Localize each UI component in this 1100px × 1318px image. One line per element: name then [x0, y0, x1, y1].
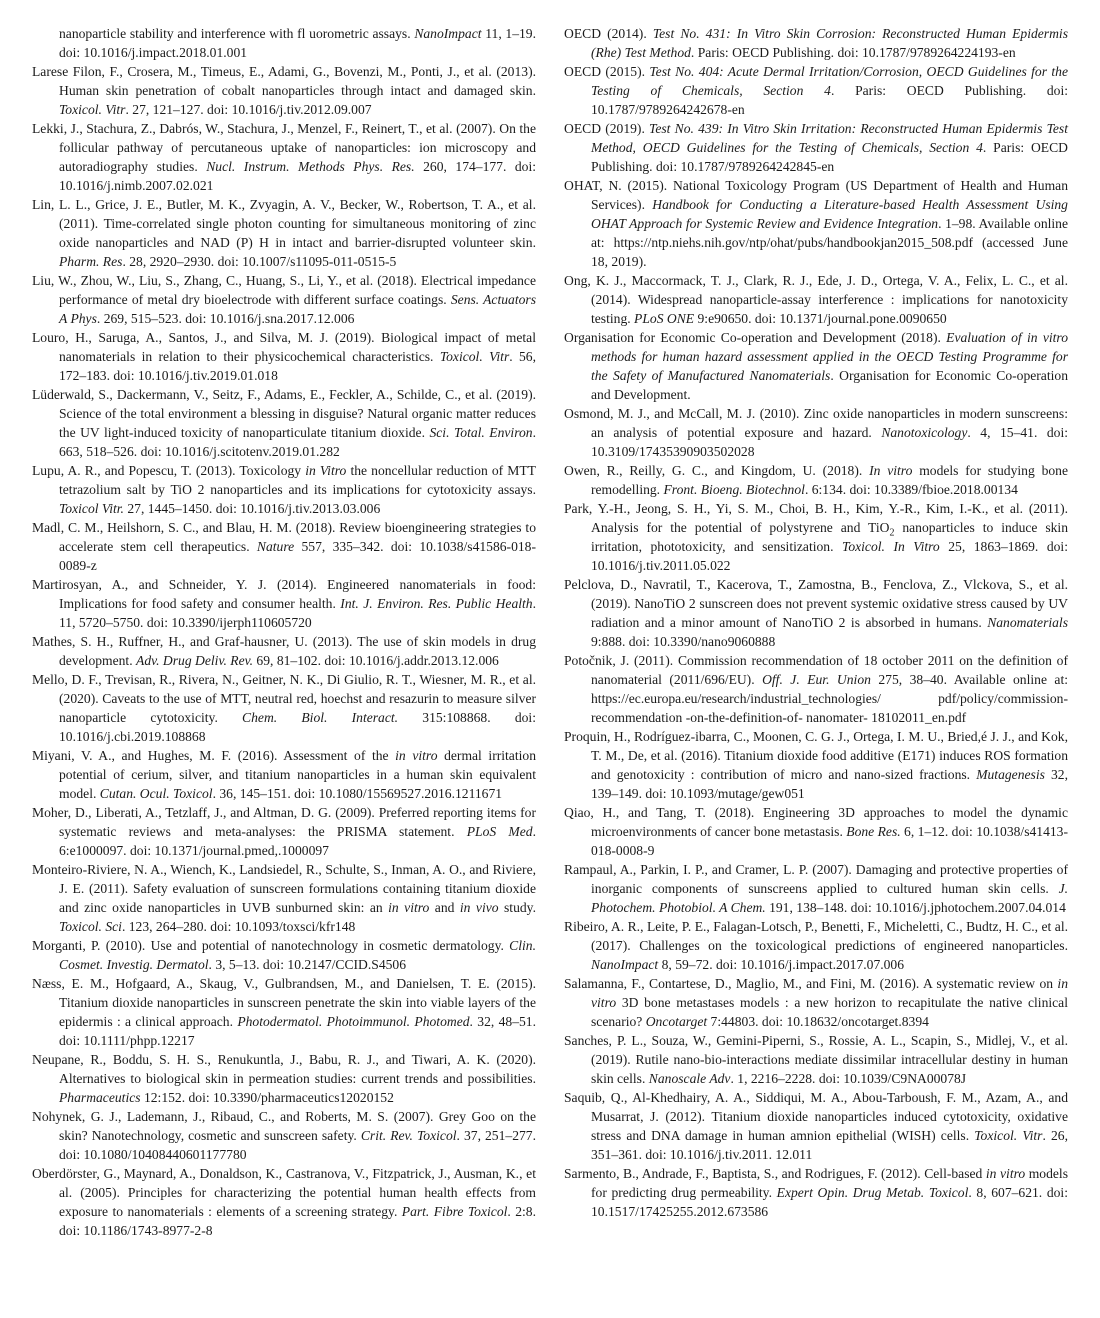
- reference-entry: Morganti, P. (2010). Use and potential of nanotechnology in cosmetic dermatology. Clin. Cosmet. Investig. Dermatol. 3, 5–13. doi: 10.2147/CCID.S4506: [32, 938, 536, 972]
- reference-entry: Lekki, J., Stachura, Z., Dabrós, W., Stachura, J., Menzel, F., Reinert, T., et al. (2007). On the follicular pathway of percutaneous uptake of nanoparticles: ion microscopy and autoradiography studies. Nucl. Instrum. Methods Phys. Res. 260, 174–177. doi: 10.1016/j.nimb.2007.02.021: [32, 121, 537, 193]
- reference-entry: nanoparticle stability and interference with fl uorometric assays. NanoImpact 11, 1–19. doi: 10.1016/j.impact.2018.01.001: [59, 26, 536, 60]
- reference-entry: Ong, K. J., Maccormack, T. J., Clark, R. J., Ede, J. D., Ortega, V. A., Felix, L. C., et al. (2014). Widespread nanoparticle-assay interference : implications for nanotoxicity testing. PLoS ONE 9:e90650. doi: 10.1371/journal.pone.0090650: [564, 273, 1068, 326]
- reference-entry: Pelclova, D., Navratil, T., Kacerova, T., Zamostna, B., Fenclova, Z., Vlckova, S., et al. (2019). NanoTiO 2 sunscreen does not prevent systemic oxidative stress caused by UV radiation and a minor amount of NanoTiO 2 is absorbed in humans. Nanomaterials 9:888. doi: 10.3390/nano9060888: [564, 577, 1068, 649]
- reference-entry: Næss, E. M., Hofgaard, A., Skaug, V., Gulbrandsen, M., and Danielsen, T. E. (2015). Titanium dioxide nanoparticles in sunscreen penetrate the skin into viable layers of the epidermis : a clinical approach. Photodermatol. Photoimmunol. Photomed. 32, 48–51. doi: 10.1111/phpp.12217: [32, 976, 536, 1048]
- reference-entry: OECD (2015). Test No. 404: Acute Dermal Irritation/Corrosion, OECD Guidelines for the Testing of Chemicals, Section 4. Paris: OECD Publishing. doi: 10.1787/9789264242678-en: [564, 64, 1068, 117]
- reference-entry: Salamanna, F., Contartese, D., Maglio, M., and Fini, M. (2016). A systematic review on in vitro 3D bone metastases models : a new horizon to recapitulate the native clinical scenario? Oncotarget 7:44803. doi: 10.18632/oncotarget.8394: [564, 976, 1068, 1029]
- reference-entry: Martirosyan, A., and Schneider, Y. J. (2014). Engineered nanomaterials in food: Implications for food safety and consumer health. Int. J. Environ. Res. Public Health. 11, 5720–5750. doi: 10.3390/ijerph110605720: [32, 577, 536, 630]
- reference-entry: OECD (2014). Test No. 431: In Vitro Skin Corrosion: Reconstructed Human Epidermis (Rhe) Test Method. Paris: OECD Publishing. doi: 10.1787/9789264224193-en: [564, 26, 1068, 60]
- references-column-left: [32, 24, 536, 1240]
- reference-entry: Osmond, M. J., and McCall, M. J. (2010). Zinc oxide nanoparticles in modern sunscreens: an analysis of potential exposure and hazard. Nanotoxicology. 4, 15–41. doi: 10.3109/17435390903502028: [564, 406, 1069, 459]
- reference-entry: OHAT, N. (2015). National Toxicology Program (US Department of Health and Human Services). Handbook for Conducting a Literature-based Health Assessment Using OHAT Approach for Systemic Review and Evidence Integration. 1–98. Available online at: https://ntp.niehs.nih.gov/ntp/ohat/pubs/handbookjan2015_508.pdf (accessed June 18, 2019).: [564, 178, 1068, 269]
- reference-entry: Nohynek, G. J., Lademann, J., Ribaud, C., and Roberts, M. S. (2007). Grey Goo on the skin? Nanotechnology, cosmetic and sunscreen safety. Crit. Rev. Toxicol. 37, 251–277. doi: 10.1080/10408440601177780: [32, 1109, 536, 1162]
- reference-entry: Oberdörster, G., Maynard, A., Donaldson, K., Castranova, V., Fitzpatrick, J., Ausman, K., et al. (2005). Principles for characterizing the potential human health effects from exposure to nanomaterials : elements of a screening strategy. Part. Fibre Toxicol. 2:8. doi: 10.1186/1743-8977-2-8: [32, 1166, 536, 1238]
- reference-entry: OECD (2019). Test No. 439: In Vitro Skin Irritation: Reconstructed Human Epidermis Test Method, OECD Guidelines for the Testing of Chemicals, Section 4. Paris: OECD Publishing. doi: 10.1787/9789264242845-en: [564, 121, 1068, 174]
- reference-entry: Qiao, H., and Tang, T. (2018). Engineering 3D approaches to model the dynamic microenvironments of cancer bone metastasis. Bone Res. 6, 1–12. doi: 10.1038/s41413-018-0008-9: [564, 805, 1068, 858]
- reference-entry: Mathes, S. H., Ruffner, H., and Graf-hausner, U. (2013). The use of skin models in drug development. Adv. Drug Deliv. Rev. 69, 81–102. doi: 10.1016/j.addr.2013.12.006: [32, 634, 536, 668]
- references-column-right: [564, 24, 1068, 1240]
- reference-entry: Larese Filon, F., Crosera, M., Timeus, E., Adami, G., Bovenzi, M., Ponti, J., et al. (2013). Human skin penetration of cobalt nanoparticles through intact and damaged skin. Toxicol. Vitr. 27, 121–127. doi: 10.1016/j.tiv.2012.09.007: [32, 64, 536, 117]
- reference-entry: Moher, D., Liberati, A., Tetzlaff, J., and Altman, D. G. (2009). Preferred reporting items for systematic reviews and meta-analyses: the PRISMA statement. PLoS Med. 6:e1000097. doi: 10.1371/journal.pmed,.1000097: [32, 805, 536, 858]
- reference-entry: Louro, H., Saruga, A., Santos, J., and Silva, M. J. (2019). Biological impact of metal nanomaterials in relation to their physicochemical characteristics. Toxicol. Vitr. 56, 172–183. doi: 10.1016/j.tiv.2019.01.018: [32, 330, 536, 383]
- two-column-layout: [32, 24, 1068, 1240]
- reference-entry: Monteiro-Riviere, N. A., Wiench, K., Landsiedel, R., Schulte, S., Inman, A. O., and Riviere, J. E. (2011). Safety evaluation of sunscreen formulations containing titanium dioxide and zinc oxide nanoparticles in UVB sunburned skin: an in vitro and in vivo study. Toxicol. Sci. 123, 264–280. doi: 10.1093/toxsci/kfr148: [32, 862, 536, 934]
- reference-entry: Organisation for Economic Co-operation and Development (2018). Evaluation of in vitro methods for human hazard assessment applied in the OECD Testing Programme for the Safety of Manufactured Nanomaterials. Organisation for Economic Co-operation and Development.: [564, 330, 1068, 402]
- reference-entry: Sanches, P. L., Souza, W., Gemini-Piperni, S., Rossie, A. L., Scapin, S., Midlej, V., et al. (2019). Rutile nano-bio-interactions mediate dissimilar intracellular destiny in human skin cells. Nanoscale Adv. 1, 2216–2228. doi: 10.1039/C9NA00078J: [564, 1033, 1068, 1086]
- reference-entry: Sarmento, B., Andrade, F., Baptista, S., and Rodrigues, F. (2012). Cell-based in vitro models for predicting drug permeability. Expert Opin. Drug Metab. Toxicol. 8, 607–621. doi: 10.1517/17425255.2012.673586: [564, 1166, 1068, 1219]
- reference-entry: Liu, W., Zhou, W., Liu, S., Zhang, C., Huang, S., Li, Y., et al. (2018). Electrical impedance performance of metal dry bioelectrode with different surface coatings. Sens. Actuators A Phys. 269, 515–523. doi: 10.1016/j.sna.2017.12.006: [32, 273, 536, 326]
- reference-entry: Park, Y.-H., Jeong, S. H., Yi, S. M., Choi, B. H., Kim, Y.-R., Kim, I.-K., et al. (2011). Analysis for the potential of polystyrene and TiO$_2$ nanoparticles to induce skin irritation, phototoxicity, and sensitization. Toxicol. In Vitro 25, 1863–1869. doi: 10.1016/j.tiv.2011.05.022: [564, 501, 1068, 573]
- reference-entry: Lupu, A. R., and Popescu, T. (2013). Toxicology in Vitro the noncellular reduction of MTT tetrazolium salt by TiO 2 nanoparticles and its implications for cytotoxicity assays. Toxicol Vitr. 27, 1445–1450. doi: 10.1016/j.tiv.2013.03.006: [32, 463, 536, 516]
- reference-entry: Owen, R., Reilly, G. C., and Kingdom, U. (2018). In vitro models for studying bone remodelling. Front. Bioeng. Biotechnol. 6:134. doi: 10.3389/fbioe.2018.00134: [564, 463, 1068, 497]
- reference-entry: Potočnik, J. (2011). Commission recommendation of 18 october 2011 on the definition of nanomaterial (2011/696/EU). Off. J. Eur. Union 275, 38–40. Available online at: https://ec.europa.eu/research/industrial_technologies/ pdf/policy/commission- recommendation -on-the-definition-of- nanomater- 18102011_en.pdf: [564, 653, 1069, 725]
- reference-entry: Rampaul, A., Parkin, I. P., and Cramer, L. P. (2007). Damaging and protective properties of inorganic components of sunscreens applied to cultured human skin cells. J. Photochem. Photobiol. A Chem. 191, 138–148. doi: 10.1016/j.jphotochem.2007.04.014: [564, 862, 1068, 915]
- reference-entry: Ribeiro, A. R., Leite, P. E., Falagan-Lotsch, P., Benetti, F., Micheletti, C., Budtz, H. C., et al. (2017). Challenges on the toxicological predictions of engineered nanoparticles. NanoImpact 8, 59–72. doi: 10.1016/j.impact.2017.07.006: [564, 919, 1068, 972]
- reference-entry: Lin, L. L., Grice, J. E., Butler, M. K., Zvyagin, A. V., Becker, W., Robertson, T. A., et al. (2011). Time-correlated single photon counting for simultaneous monitoring of zinc oxide nanoparticles and NAD (P) H in intact and barrier-disrupted volunteer skin. Pharm. Res. 28, 2920–2930. doi: 10.1007/s11095-011-0515-5: [32, 197, 536, 269]
- reference-entry: Proquin, H., Rodríguez-ibarra, C., Moonen, C. G. J., Ortega, I. M. U., Bried,é J. J., and Kok, T. M., De, et al. (2016). Titanium dioxide food additive (E171) induces ROS formation and genotoxicity : contribution of micro and nano-sized fractions. Mutagenesis 32, 139–149. doi: 10.1093/mutage/gew051: [564, 729, 1068, 801]
- reference-entry: Neupane, R., Boddu, S. H. S., Renukuntla, J., Babu, R. J., and Tiwari, A. K. (2020). Alternatives to biological skin in permeation studies: current trends and possibilities. Pharmaceutics 12:152. doi: 10.3390/pharmaceutics12020152: [32, 1052, 536, 1105]
- reference-entry: Mello, D. F., Trevisan, R., Rivera, N., Geitner, N. K., Di Giulio, R. T., Wiesner, M. R., et al. (2020). Caveats to the use of MTT, neutral red, hoechst and resazurin to measure silver nanoparticle cytotoxicity. Chem. Biol. Interact. 315:108868. doi: 10.1016/j.cbi.2019.108868: [32, 672, 536, 744]
- reference-entry: Madl, C. M., Heilshorn, S. C., and Blau, H. M. (2018). Review bioengineering strategies to accelerate stem cell therapeutics. Nature 557, 335–342. doi: 10.1038/s41586-018-0089-z: [32, 520, 537, 573]
- reference-entry: Lüderwald, S., Dackermann, V., Seitz, F., Adams, E., Feckler, A., Schilde, C., et al. (2019). Science of the total environment a blessing in disguise? Natural organic matter reduces the UV light-induced toxicity of nanoparticulate titanium dioxide. Sci. Total. Environ. 663, 518–526. doi: 10.1016/j.scitotenv.2019.01.282: [32, 387, 536, 459]
- reference-entry: Miyani, V. A., and Hughes, M. F. (2016). Assessment of the in vitro dermal irritation potential of cerium, silver, and titanium nanoparticles in a human skin equivalent model. Cutan. Ocul. Toxicol. 36, 145–151. doi: 10.1080/15569527.2016.1211671: [32, 748, 536, 801]
- reference-entry: Saquib, Q., Al-Khedhairy, A. A., Siddiqui, M. A., Abou-Tarboush, F. M., Azam, A., and Musarrat, J. (2012). Titanium dioxide nanoparticles induced cytotoxicity, oxidative stress and DNA damage in human amnion epithelial (WISH) cells. Toxicol. Vitr. 26, 351–361. doi: 10.1016/j.tiv.2011. 12.011: [564, 1090, 1069, 1162]
